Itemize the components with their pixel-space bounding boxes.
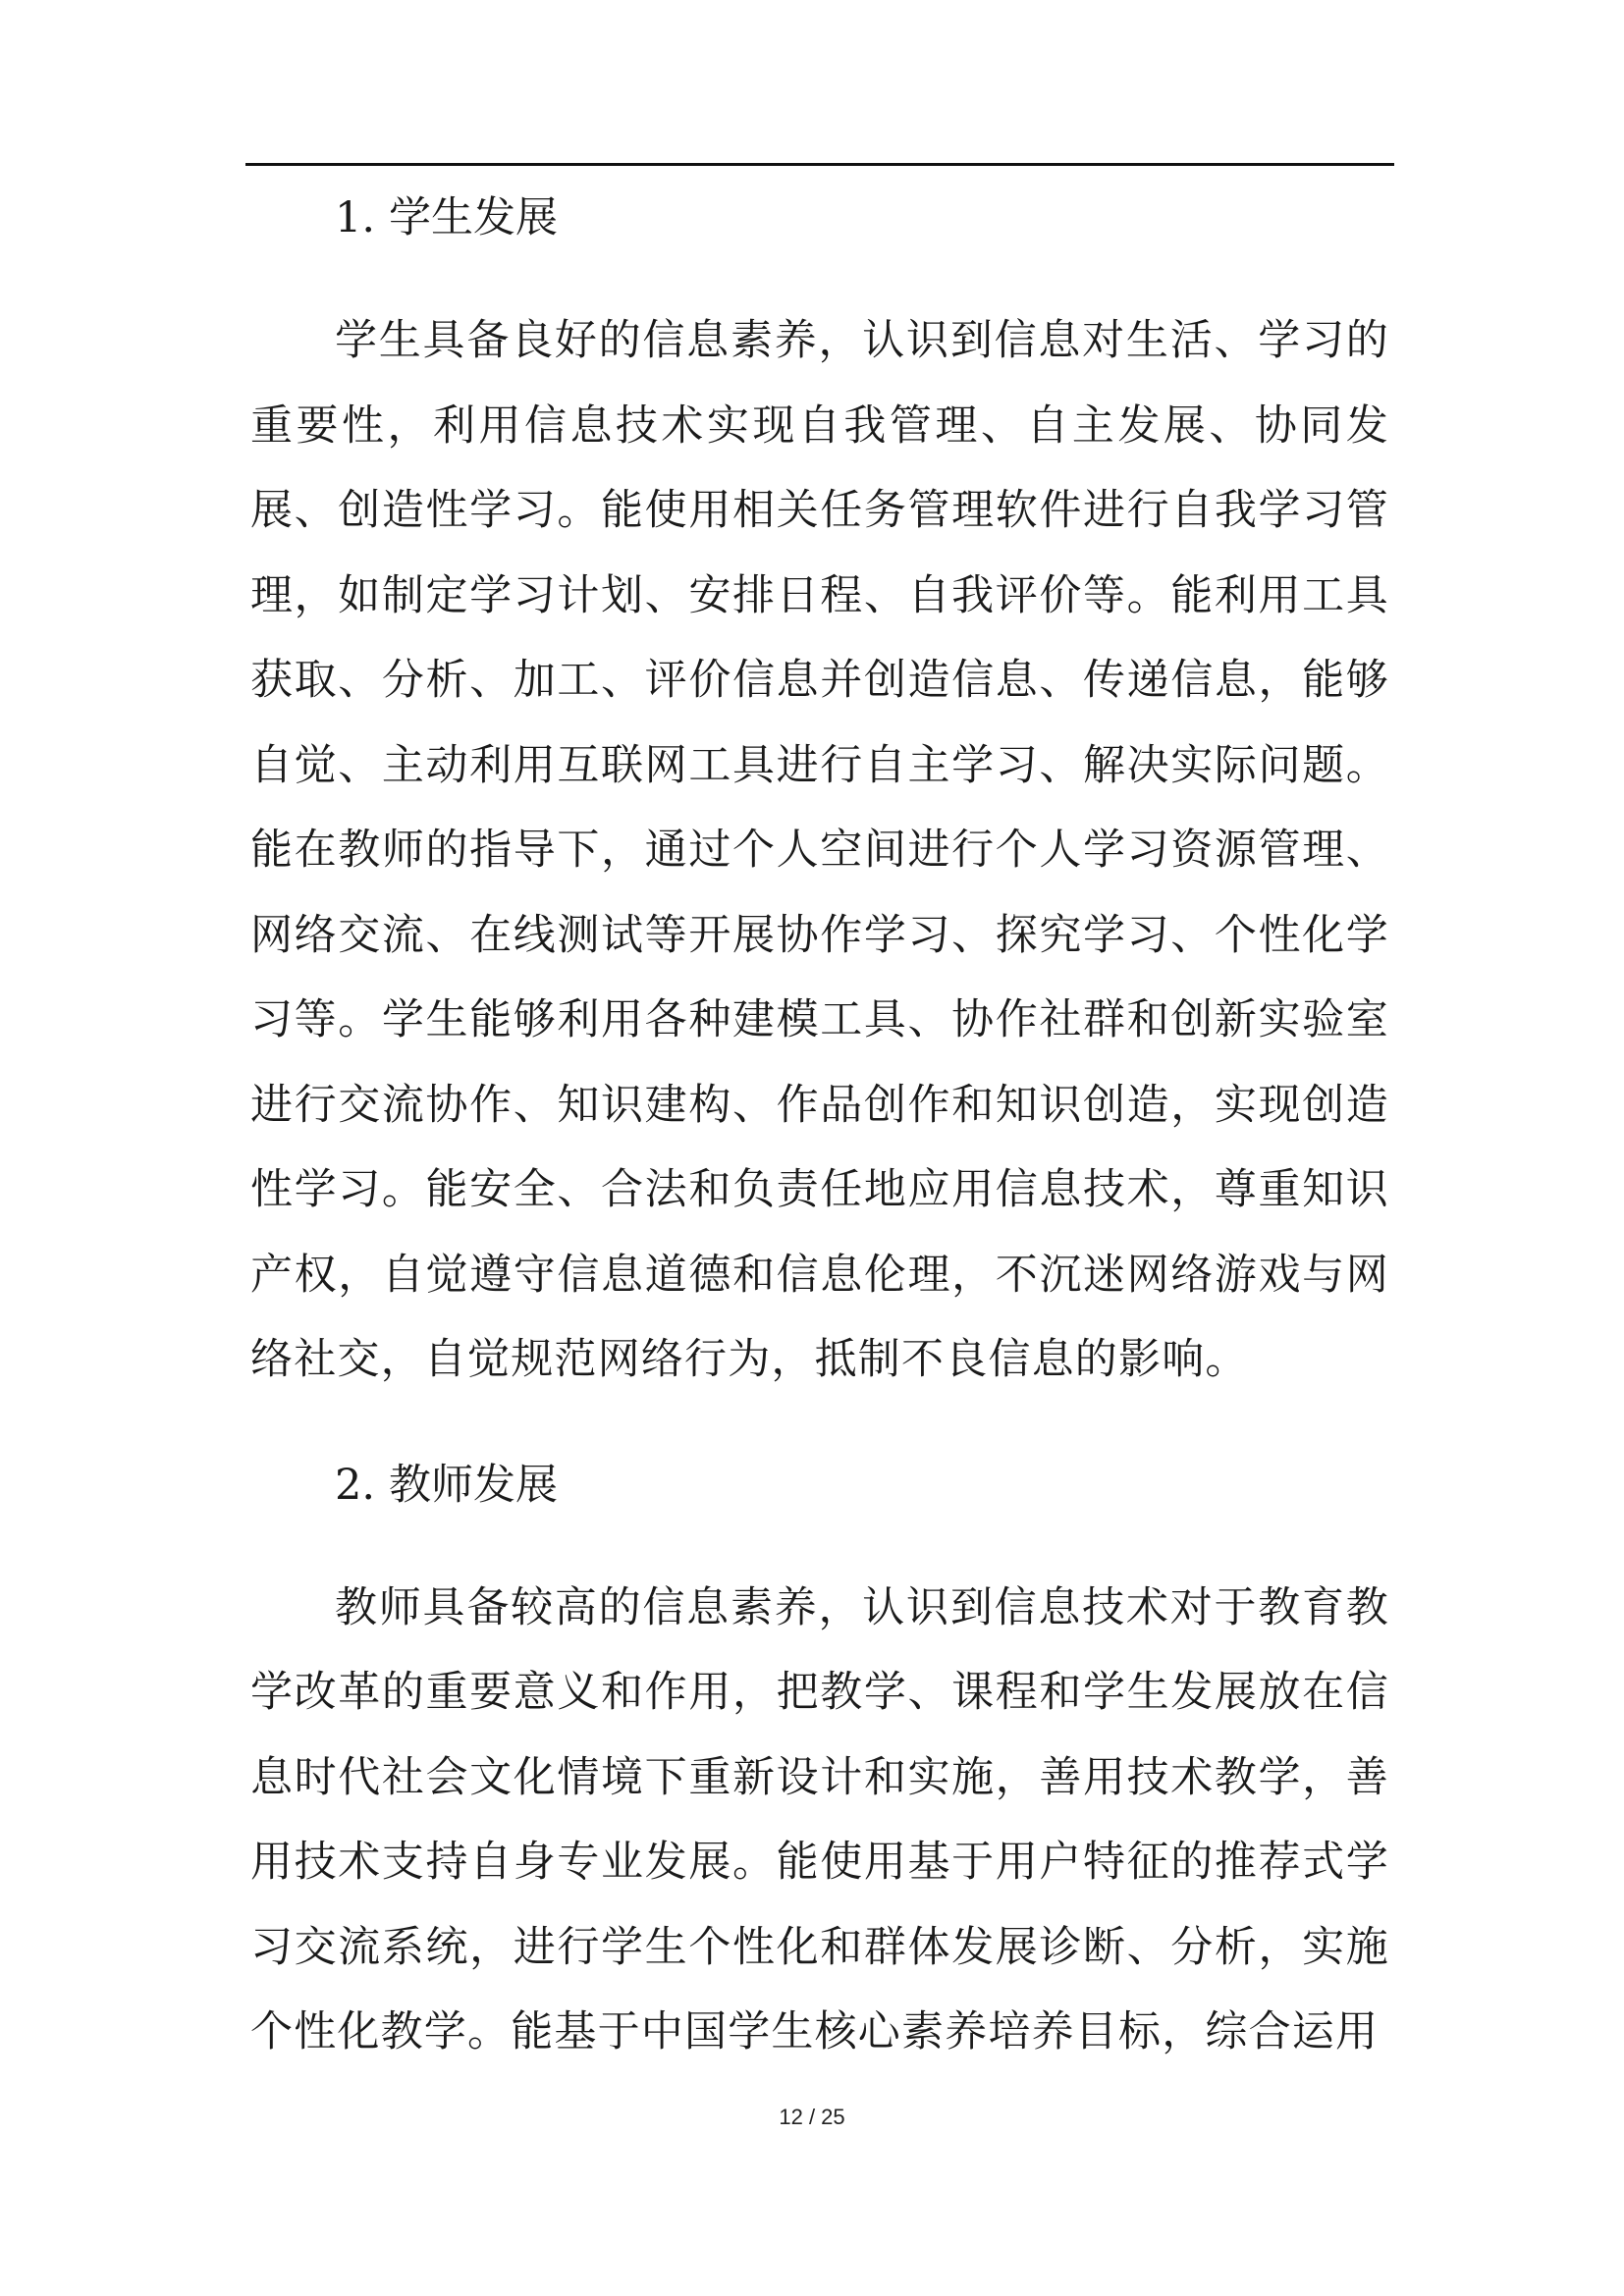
section-number: 1. [335,193,376,242]
paragraph-student-development: 学生具备良好的信息素养，认识到信息对生活、学习的重要性，利用信息技术实现自我管理、自主发展、协同发展、创造性学习。能使用相关任务管理软件进行自我学习管理，如制定学习计划、安排日程、自我评价等。能利用工具获取、分析、加工、评价信息并创造信息、传递信息，能够自觉、主动利用互联网工具进行自主学习、解决实际问题。能在教师的指导下，通过个人空间进行个人学习资源管理、网络交流、在线测试等开展协作学习、探究学习、个性化学习等。学生能够利用各种建模工具、协作社群和创新实验室进行交流协作、知识建构、作品创作和知识创造，实现创造性学习。能安全、合法和负责任地应用信息技术，尊重知识产权，自觉遵守信息道德和信息伦理，不沉迷网络游戏与网络社交，自觉规范网络行为，抵制不良信息的影响。 [250,316,1389,1384]
page-number: 12 / 25 [779,2105,845,2129]
section-heading-student-development [250,187,1389,249]
paragraph-teacher-development: 教师具备较高的信息素养，认识到信息技术对于教育教学改革的重要意义和作用，把教学、课程和学生发展放在信息时代社会文化情境下重新设计和实施，善用技术教学，善用技术支持自身专业发展。能使用基于用户特征的推荐式学习交流系统，进行学生个性化和群体发展诊断、分析，实施个性化教学。能基于中国学生核心素养培养目标，综合运用 [250,1582,1389,2056]
document-body [250,187,1389,2075]
header-rule [245,163,1394,166]
section-number: 2. [335,1460,376,1510]
section-title: 学生发展 [389,193,559,242]
section-title: 教师发展 [389,1460,559,1510]
section-heading-teacher-development [250,1454,1389,1517]
